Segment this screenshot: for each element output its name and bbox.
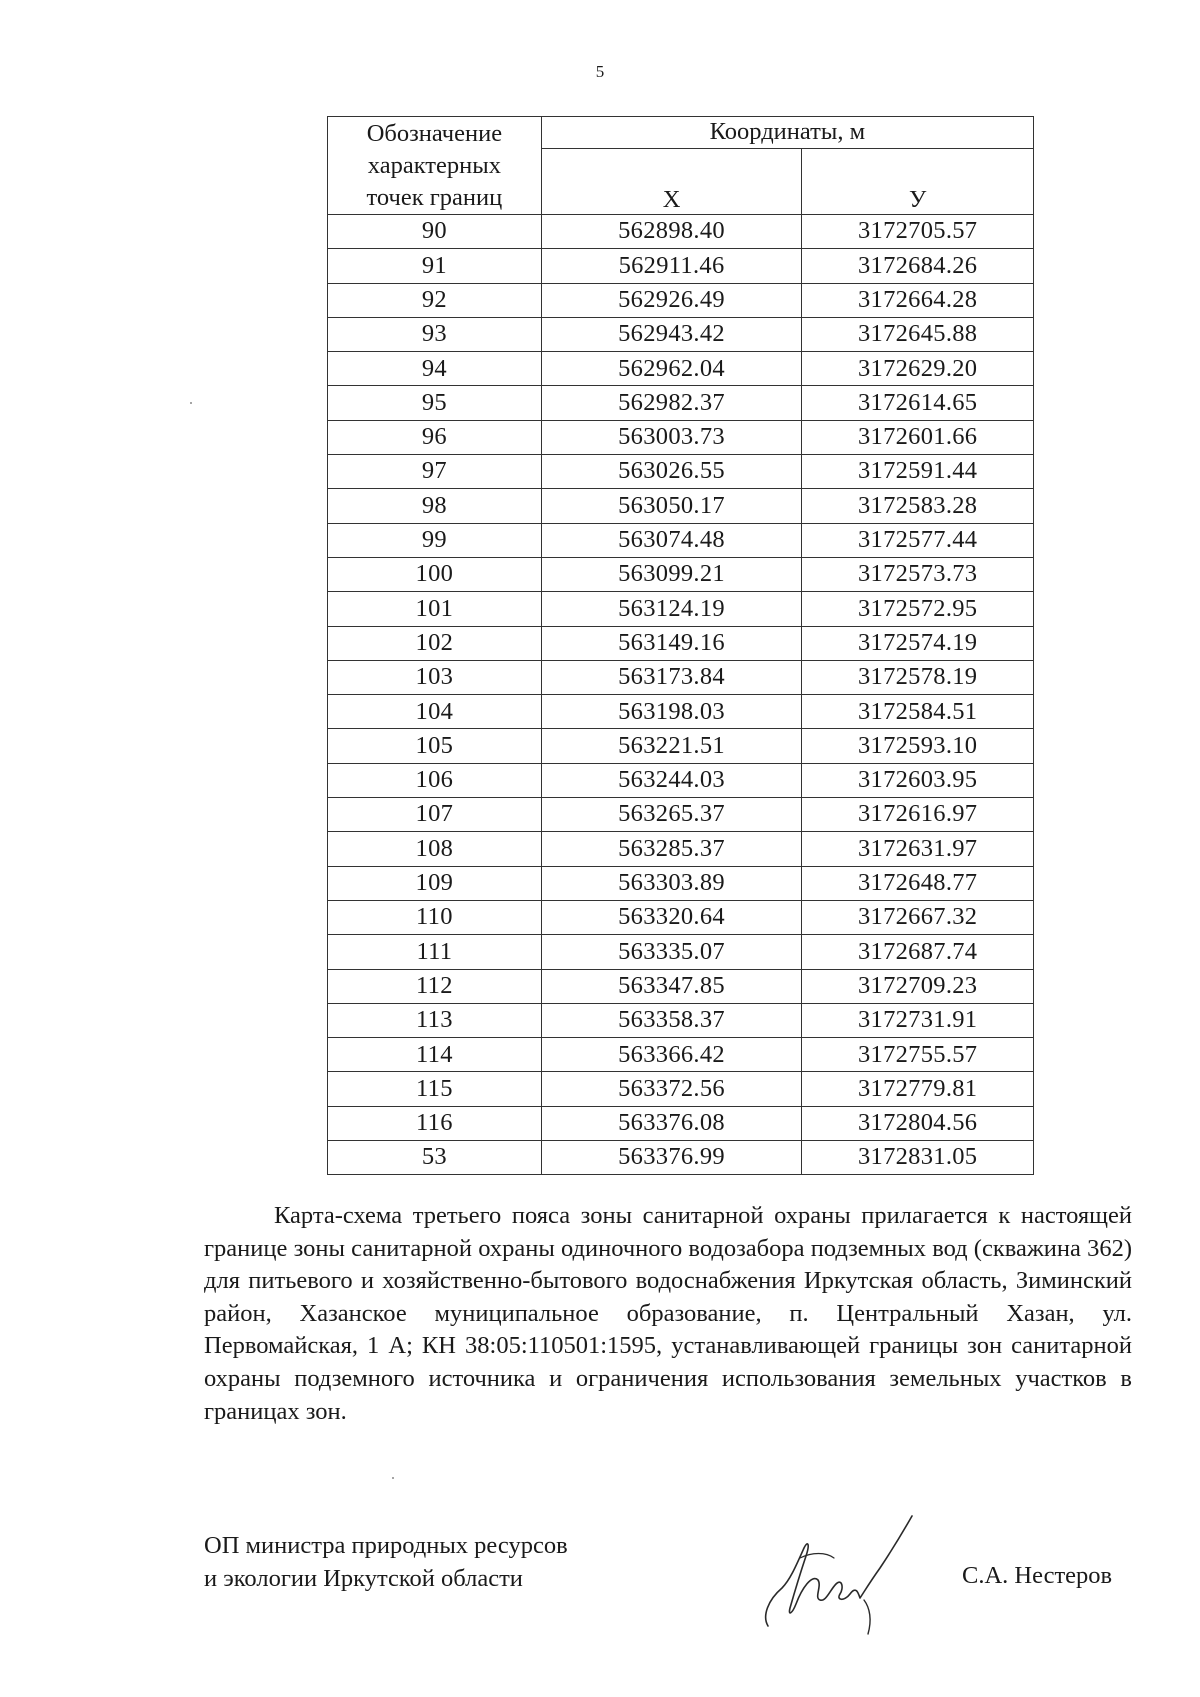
cell-x: 563198.03 bbox=[541, 695, 802, 729]
cell-point: 113 bbox=[328, 1003, 542, 1037]
cell-point: 99 bbox=[328, 523, 542, 557]
cell-y: 3172583.28 bbox=[802, 489, 1034, 523]
table-row bbox=[328, 523, 1034, 557]
cell-point: 111 bbox=[328, 935, 542, 969]
cell-point: 96 bbox=[328, 420, 542, 454]
cell-point: 95 bbox=[328, 386, 542, 420]
cell-y: 3172687.74 bbox=[802, 935, 1034, 969]
cell-y: 3172573.73 bbox=[802, 557, 1034, 591]
cell-y: 3172779.81 bbox=[802, 1072, 1034, 1106]
cell-x: 563074.48 bbox=[541, 523, 802, 557]
cell-x: 563244.03 bbox=[541, 763, 802, 797]
cell-x: 563265.37 bbox=[541, 798, 802, 832]
cell-y: 3172645.88 bbox=[802, 317, 1034, 351]
signatory-title bbox=[204, 1529, 568, 1595]
signatory-name: С.А. Нестеров bbox=[962, 1562, 1113, 1589]
cell-x: 562962.04 bbox=[541, 352, 802, 386]
cell-y: 3172755.57 bbox=[802, 1038, 1034, 1072]
table-row bbox=[328, 1072, 1034, 1106]
cell-point: 116 bbox=[328, 1106, 542, 1140]
cell-x: 563303.89 bbox=[541, 866, 802, 900]
header-point-line: характерных bbox=[367, 152, 501, 179]
signatory-title-line: ОП министра природных ресурсов bbox=[204, 1532, 568, 1559]
table-row bbox=[328, 283, 1034, 317]
table-row bbox=[328, 832, 1034, 866]
cell-x: 562943.42 bbox=[541, 317, 802, 351]
cell-point: 92 bbox=[328, 283, 542, 317]
table-row bbox=[328, 420, 1034, 454]
cell-y: 3172577.44 bbox=[802, 523, 1034, 557]
scan-speck bbox=[392, 1477, 394, 1479]
cell-y: 3172593.10 bbox=[802, 729, 1034, 763]
scan-speck bbox=[190, 402, 192, 404]
table-body bbox=[328, 215, 1034, 1175]
cell-y: 3172572.95 bbox=[802, 592, 1034, 626]
cell-point: 53 bbox=[328, 1141, 542, 1175]
cell-y: 3172831.05 bbox=[802, 1141, 1034, 1175]
cell-y: 3172684.26 bbox=[802, 249, 1034, 283]
cell-point: 98 bbox=[328, 489, 542, 523]
cell-point: 101 bbox=[328, 592, 542, 626]
cell-point: 106 bbox=[328, 763, 542, 797]
cell-x: 563003.73 bbox=[541, 420, 802, 454]
cell-y: 3172664.28 bbox=[802, 283, 1034, 317]
cell-point: 102 bbox=[328, 626, 542, 660]
cell-point: 107 bbox=[328, 798, 542, 832]
table-row bbox=[328, 1106, 1034, 1140]
table-row bbox=[328, 729, 1034, 763]
cell-point: 108 bbox=[328, 832, 542, 866]
cell-x: 563376.08 bbox=[541, 1106, 802, 1140]
cell-y: 3172667.32 bbox=[802, 900, 1034, 934]
table-row bbox=[328, 592, 1034, 626]
header-y: У bbox=[802, 148, 1034, 214]
cell-y: 3172601.66 bbox=[802, 420, 1034, 454]
cell-x: 563173.84 bbox=[541, 660, 802, 694]
header-x: Х bbox=[541, 148, 802, 214]
cell-x: 563372.56 bbox=[541, 1072, 802, 1106]
cell-x: 562982.37 bbox=[541, 386, 802, 420]
cell-point: 90 bbox=[328, 215, 542, 249]
cell-point: 97 bbox=[328, 455, 542, 489]
page-number: 5 bbox=[595, 62, 605, 81]
cell-point: 91 bbox=[328, 249, 542, 283]
cell-point: 109 bbox=[328, 866, 542, 900]
cell-y: 3172584.51 bbox=[802, 695, 1034, 729]
cell-x: 563347.85 bbox=[541, 969, 802, 1003]
header-coordinates: Координаты, м bbox=[541, 117, 1033, 149]
cell-x: 563124.19 bbox=[541, 592, 802, 626]
cell-point: 112 bbox=[328, 969, 542, 1003]
cell-point: 94 bbox=[328, 352, 542, 386]
cell-x: 562898.40 bbox=[541, 215, 802, 249]
cell-y: 3172574.19 bbox=[802, 626, 1034, 660]
cell-y: 3172616.97 bbox=[802, 798, 1034, 832]
table-row bbox=[328, 317, 1034, 351]
cell-y: 3172578.19 bbox=[802, 660, 1034, 694]
table-row bbox=[328, 935, 1034, 969]
cell-x: 563285.37 bbox=[541, 832, 802, 866]
table-row bbox=[328, 695, 1034, 729]
cell-y: 3172614.65 bbox=[802, 386, 1034, 420]
table-row bbox=[328, 1141, 1034, 1175]
header-point-line: точек границ bbox=[366, 184, 503, 211]
cell-y: 3172709.23 bbox=[802, 969, 1034, 1003]
header-point-line: Обозначение bbox=[366, 120, 503, 147]
table-row bbox=[328, 626, 1034, 660]
cell-y: 3172804.56 bbox=[802, 1106, 1034, 1140]
cell-y: 3172705.57 bbox=[802, 215, 1034, 249]
table-row bbox=[328, 352, 1034, 386]
table-row bbox=[328, 386, 1034, 420]
cell-point: 104 bbox=[328, 695, 542, 729]
cell-x: 563099.21 bbox=[541, 557, 802, 591]
table-row bbox=[328, 557, 1034, 591]
table-row bbox=[328, 249, 1034, 283]
table-row bbox=[328, 455, 1034, 489]
cell-y: 3172591.44 bbox=[802, 455, 1034, 489]
table-row bbox=[328, 798, 1034, 832]
cell-point: 100 bbox=[328, 557, 542, 591]
cell-x: 563026.55 bbox=[541, 455, 802, 489]
cell-x: 563358.37 bbox=[541, 1003, 802, 1037]
cell-point: 114 bbox=[328, 1038, 542, 1072]
handwritten-signature bbox=[760, 1508, 930, 1638]
table-row bbox=[328, 900, 1034, 934]
cell-x: 562911.46 bbox=[541, 249, 802, 283]
cell-x: 562926.49 bbox=[541, 283, 802, 317]
cell-y: 3172603.95 bbox=[802, 763, 1034, 797]
cell-y: 3172731.91 bbox=[802, 1003, 1034, 1037]
table-row bbox=[328, 1038, 1034, 1072]
table-row bbox=[328, 969, 1034, 1003]
table-row bbox=[328, 215, 1034, 249]
cell-point: 110 bbox=[328, 900, 542, 934]
table-row bbox=[328, 489, 1034, 523]
table-row bbox=[328, 1003, 1034, 1037]
cell-point: 103 bbox=[328, 660, 542, 694]
cell-y: 3172648.77 bbox=[802, 866, 1034, 900]
cell-point: 93 bbox=[328, 317, 542, 351]
table-row bbox=[328, 866, 1034, 900]
cell-x: 563320.64 bbox=[541, 900, 802, 934]
cell-x: 563376.99 bbox=[541, 1141, 802, 1175]
signatory-title-line: и экологии Иркутской области bbox=[204, 1565, 523, 1592]
cell-x: 563221.51 bbox=[541, 729, 802, 763]
cell-x: 563149.16 bbox=[541, 626, 802, 660]
body-paragraph: Карта-схема третьего пояса зоны санитарной охраны прилагается к настоящей границе зоны санитарной охраны одиночного водозабора подземных вод (скважина 362) для питьевого и хозяйственно-бытового водоснабжения Иркутская область, Зиминский район, Хазанское муниципальное образование, п. Центральный Хазан, ул. Первомайская, 1 А; КН 38:05:110501:1595, устанавливающей границы зон санитарной охраны подземного источника и ограничения использования земельных участков в границах зон. bbox=[204, 1202, 1132, 1425]
table-row bbox=[328, 763, 1034, 797]
cell-point: 115 bbox=[328, 1072, 542, 1106]
cell-point: 105 bbox=[328, 729, 542, 763]
table-row bbox=[328, 660, 1034, 694]
cell-x: 563335.07 bbox=[541, 935, 802, 969]
cell-x: 563366.42 bbox=[541, 1038, 802, 1072]
cell-y: 3172629.20 bbox=[802, 352, 1034, 386]
coordinates-table bbox=[327, 116, 1034, 1175]
cell-y: 3172631.97 bbox=[802, 832, 1034, 866]
header-point-designation bbox=[328, 117, 542, 215]
cell-x: 563050.17 bbox=[541, 489, 802, 523]
